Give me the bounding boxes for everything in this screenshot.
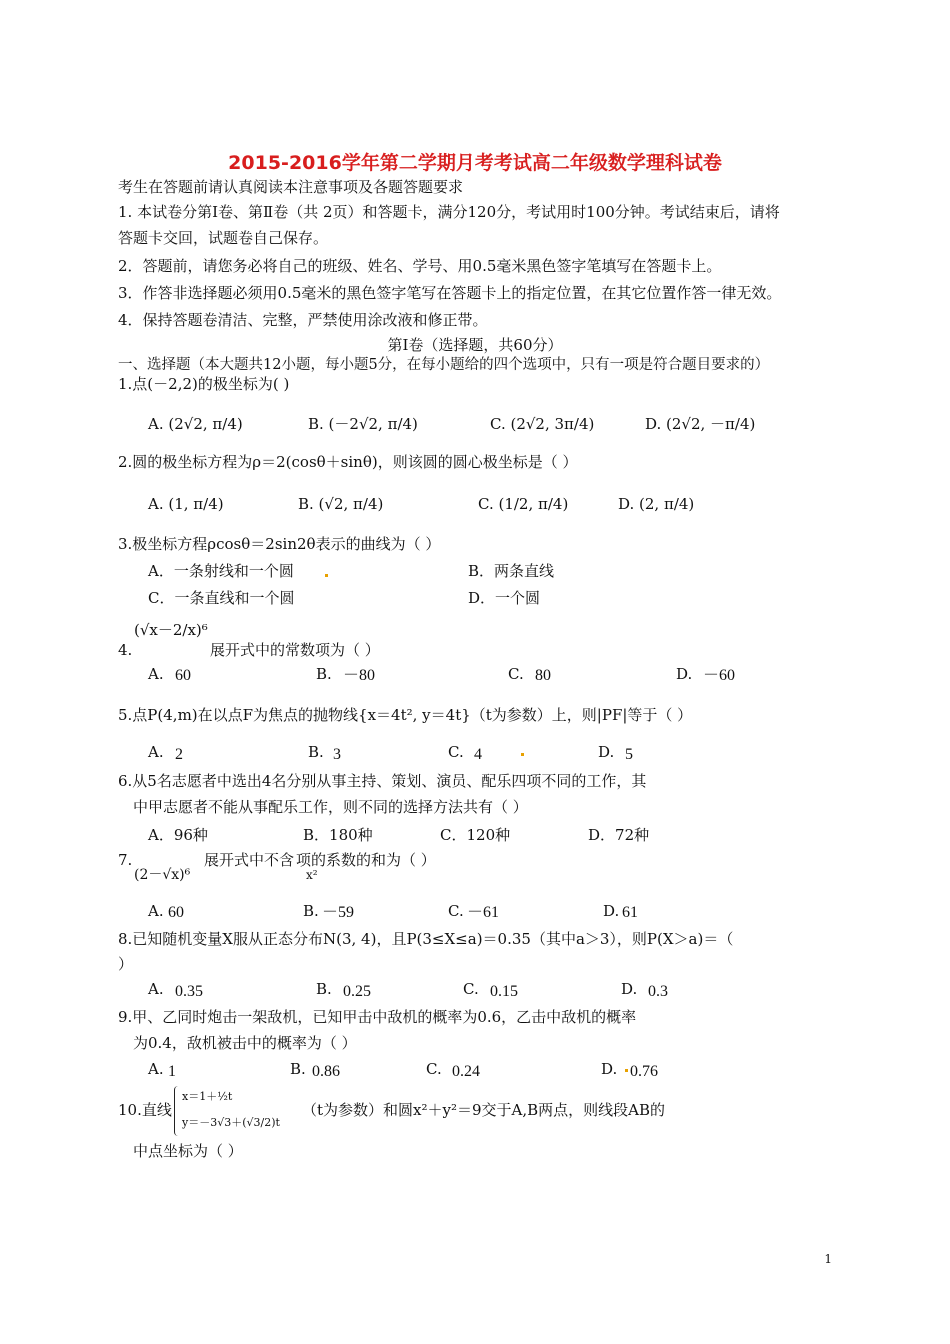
q6-option-c: C．120种 [440,826,511,844]
q7-expression: (2－√x)⁶ [134,867,191,883]
q6-option-a: A．96种 [148,826,208,844]
q6-stem: 6.从5名志愿者中选出4名分别从事主持、策划、演员、配乐四项不同的工作，其 [118,772,647,790]
q4-option-d-label: D. [676,665,693,683]
q4-option-b-value: －80 [343,667,376,684]
q8-option-a-value: 0.35 [175,983,203,1000]
q9-option-d-value: 0.76 [630,1063,658,1080]
q9-option-a-value: 1 [168,1063,176,1080]
q5-option-a-value: 2 [175,746,183,763]
q4-option-a-value: 60 [175,667,191,684]
q3-option-d: D．一个圆 [468,589,541,607]
q5-option-d-value: 5 [625,746,633,763]
q9-option-b-label: B. [290,1060,306,1078]
q7-option-b-label: B. [303,902,319,920]
q2-option-d: D. (2, π/4) [618,495,695,513]
q10-stem-cont: （t为参数）和圆x²＋y²＝9交于A,B两点，则线段AB的 [302,1101,666,1119]
part-1-header: 一、选择题（本大题共12小题，每小题5分，在每小题给的四个选项中，只有一项是符合题目要求的） [118,357,770,373]
note-4: 4．保持答题卷清洁、完整，严禁使用涂改液和修正带。 [118,311,488,329]
scan-speck [325,574,328,577]
q9-stem: 9.甲、乙同时炮击一架敌机，已知甲击中敌机的概率为0.6，乙击中敌机的概率 [118,1008,637,1026]
scan-speck [521,753,524,756]
q3-option-c: C．一条直线和一个圆 [148,589,295,607]
q10-stem: 10.直线 [118,1101,172,1119]
q5-option-b-label: B. [308,743,324,761]
q7-option-c-value: －61 [467,904,500,921]
q8-option-b-label: B. [316,980,332,998]
q2-stem: 2.圆的极坐标方程为ρ＝2(cosθ＋sinθ)，则该圆的圆心极坐标是（ ） [118,453,578,471]
q7-text: 展开式中不含 [204,851,295,869]
q6-option-b: B．180种 [303,826,373,844]
q1-option-a: A. (2√2, π/4) [148,415,243,433]
q9-stem-cont: 为0.4，敌机被击中的概率为（ ） [133,1034,357,1052]
exam-title: 2015-2016学年第二学期月考考试高二年级数学理科试卷 [228,152,722,174]
q7-option-a-label: A. [148,902,164,920]
q1-option-b: B. (－2√2, π/4) [308,415,418,433]
q8-stem-cont: ） [118,955,134,973]
q2-option-b: B. (√2, π/4) [298,495,384,513]
q10-equation-x: x＝1＋½t [182,1090,233,1103]
q8-option-b-value: 0.25 [343,983,371,1000]
q1-option-c: C. (2√2, 3π/4) [490,415,595,433]
q1-stem: 1.点(－2,2)的极坐标为( ) [118,375,290,393]
q4-expression: (√x－2/x)⁶ [134,621,208,639]
page-number: 1 [824,1252,832,1266]
q5-option-a-label: A. [148,743,164,761]
section-1-title: 第Ⅰ卷（选择题，共60分） [387,336,563,354]
q4-option-b-label: B. [316,665,332,683]
q1-option-d: D. (2√2, －π/4) [645,415,756,433]
intro-text: 考生在答题前请认真阅读本注意事项及各题答题要求 [118,178,464,196]
q10-stem-line2: 中点坐标为（ ） [133,1142,243,1160]
scan-speck [625,1069,628,1072]
note-1: 1. 本试卷分第Ⅰ卷、第Ⅱ卷（共 2页）和答题卡，满分120分，考试用时100分钟。考试结束后，请将 [118,203,780,221]
q7-option-b-value: －59 [322,904,355,921]
note-3: 3．作答非选择题必须用0.5毫米的黑色签字笔写在答题卡上的指定位置，在其它位置作答一律无效。 [118,284,782,302]
note-2: 2．答题前，请您务必将自己的班级、姓名、学号、用0.5毫米黑色签字笔填写在答题卡上。 [118,257,722,275]
q10-brace [174,1086,178,1136]
q8-option-c-label: C. [463,980,479,998]
q3-option-a: A．一条射线和一个圆 [148,562,294,580]
q9-option-c-value: 0.24 [452,1063,480,1080]
q4-option-a-label: A. [148,665,164,683]
q7-option-d-value: 61 [622,904,638,921]
q8-option-a-label: A. [148,980,164,998]
q4-option-d-value: －60 [703,667,736,684]
q7-option-c-label: C. [448,902,464,920]
q5-option-c-value: 4 [474,746,482,763]
q3-stem: 3.极坐标方程ρcosθ＝2sin2θ表示的曲线为（ ） [118,535,441,553]
q8-option-d-label: D. [621,980,638,998]
q4-option-c-label: C. [508,665,524,683]
q3-option-b: B．两条直线 [468,562,555,580]
q6-option-d: D．72种 [588,826,650,844]
q10-equation-y: y＝－3√3＋(√3/2)t [182,1116,280,1129]
q9-option-d-label: D. [601,1060,618,1078]
q9-option-b-value: 0.86 [312,1063,340,1080]
q9-option-a-label: A. [148,1060,164,1078]
q8-option-d-value: 0.3 [648,983,668,1000]
q8-stem: 8.已知随机变量X服从正态分布N(3, 4)，且P(3≤X≤a)＝0.35（其中a＞3），则P(X＞a)＝（ [118,930,734,948]
q7-option-d-label: D. [603,902,620,920]
q5-stem: 5.点P(4,m)在以点F为焦点的抛物线{x＝4t², y＝4t}（t为参数）上，则|PF|等于（ ） [118,706,693,724]
note-1-cont: 答题卡交回，试题卷自己保存。 [118,229,329,247]
q7-option-a-value: 60 [168,904,184,921]
q2-option-c: C. (1/2, π/4) [478,495,569,513]
q4-stem: 展开式中的常数项为（ ） [210,641,380,659]
q5-option-d-label: D. [598,743,615,761]
q7-stem-tail: 项的系数的和为（ ） [296,851,436,869]
q7-x-squared: x² [306,868,318,882]
q7-number: 7. [118,851,133,869]
q8-option-c-value: 0.15 [490,983,518,1000]
q5-option-c-label: C. [448,743,464,761]
q6-stem-cont: 中甲志愿者不能从事配乐工作，则不同的选择方法共有（ ） [133,798,528,816]
q9-option-c-label: C. [426,1060,442,1078]
q4-option-c-value: 80 [535,667,551,684]
q5-option-b-value: 3 [333,746,341,763]
q2-option-a: A. (1, π/4) [148,495,224,513]
q4-number: 4. [118,641,133,659]
